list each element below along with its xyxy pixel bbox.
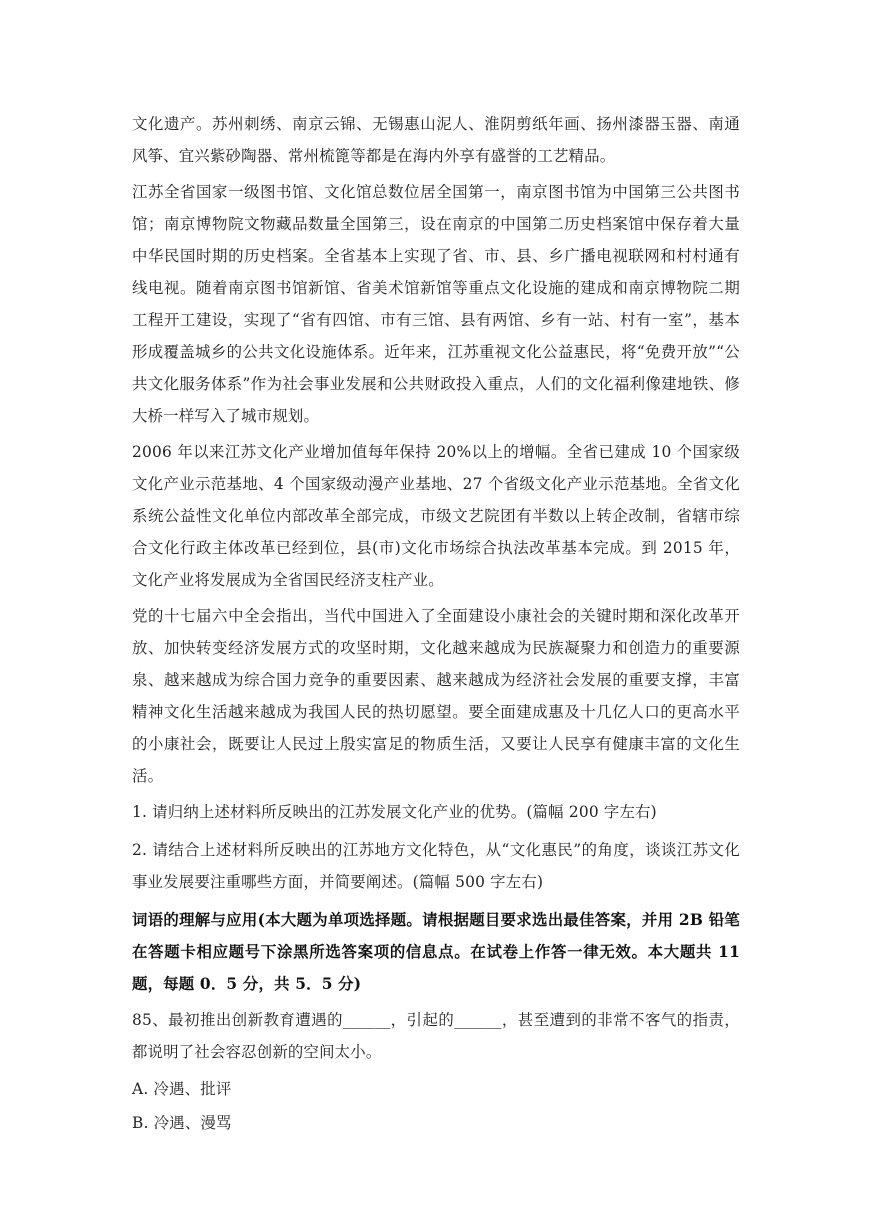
question-1: 1. 请归纳上述材料所反映出的江苏发展文化产业的优势。(篇幅 200 字左右)	[132, 803, 657, 821]
section-heading: 词语的理解与应用(本大题为单项选择题。请根据题目要求选出最佳答案，并用 2B 铅笔 在答题卡相应题号下涂黑所选答案项的信息点。在试卷上作答一律无效。本大题共 11 题，每题 0．5 分，共 5．5 分)	[132, 911, 740, 993]
option-b: B. 冷遇、漫骂	[132, 1114, 232, 1132]
paragraph-cultural-industry: 2006 年以来江苏文化产业增加值每年保持 20%以上的增幅。全省已建成 10 个国家级文化产业示范基地、4 个国家级动漫产业基地、27 个省级文化产业示范基地。全省文化系统公益性文化单位内部改革全部完成，市级文艺院团有半数以上转企改制，省辖市综合文化行政主体改革已经到位，县(市)文化市场综合执法改革基本完成。到 2015 年，文化产业将发展成为全省国民经济支柱产业。	[132, 443, 740, 589]
question-2: 2. 请结合上述材料所反映出的江苏地方文化特色，从“文化惠民”的角度，谈谈江苏文化事业发展要注重哪些方面，并简要阐述。(篇幅 500 字左右)	[132, 841, 740, 891]
option-a: A. 冷遇、批评	[132, 1080, 232, 1098]
paragraph-craft-heritage: 文化遗产。苏州刺绣、南京云锦、无锡惠山泥人、淮阴剪纸年画、扬州漆器玉器、南通风筝、宜兴紫砂陶器、常州梳篦等都是在海内外享有盛誉的工艺精品。	[132, 115, 740, 165]
paragraph-libraries-museums: 江苏全省国家一级图书馆、文化馆总数位居全国第一，南京图书馆为中国第三公共图书馆；南京博物院文物藏品数量全国第三，设在南京的中国第二历史档案馆中保存着大量中华民国时期的历史档案。全省基本上实现了省、市、县、乡广播电视联网和村村通有线电视。随着南京图书馆新馆、省美术馆新馆等重点文化设施的建成和南京博物院二期工程开工建设，实现了“省有四馆、市有三馆、县有两馆、乡有一站、村有一室”，基本形成覆盖城乡的公共文化设施体系。近年来，江苏重视文化公益惠民，将“免费开放”“公共文化服务体系”作为社会事业发展和公共财政投入重点，人们的文化福利像建地铁、修大桥一样写入了城市规划。	[132, 183, 740, 425]
question-85: 85、最初推出创新教育遭遇的______，引起的______，甚至遭到的非常不客气的指责，都说明了社会容忍创新的空间太小。	[132, 1011, 740, 1061]
paragraph-party-plenum: 党的十七届六中全会指出，当代中国进入了全面建设小康社会的关键时期和深化改革开放、加快转变经济发展方式的攻坚时期，文化越来越成为民族凝聚力和创造力的重要源泉、越来越成为综合国力竞争的重要因素、越来越成为经济社会发展的重要支撑，丰富精神文化生活越来越成为我国人民的热切愿望。要全面建成惠及十几亿人口的更高水平的小康社会，既要让人民过上殷实富足的物质生活，又要让人民享有健康丰富的文化生活。	[132, 607, 740, 785]
document-body	[132, 108, 740, 1140]
